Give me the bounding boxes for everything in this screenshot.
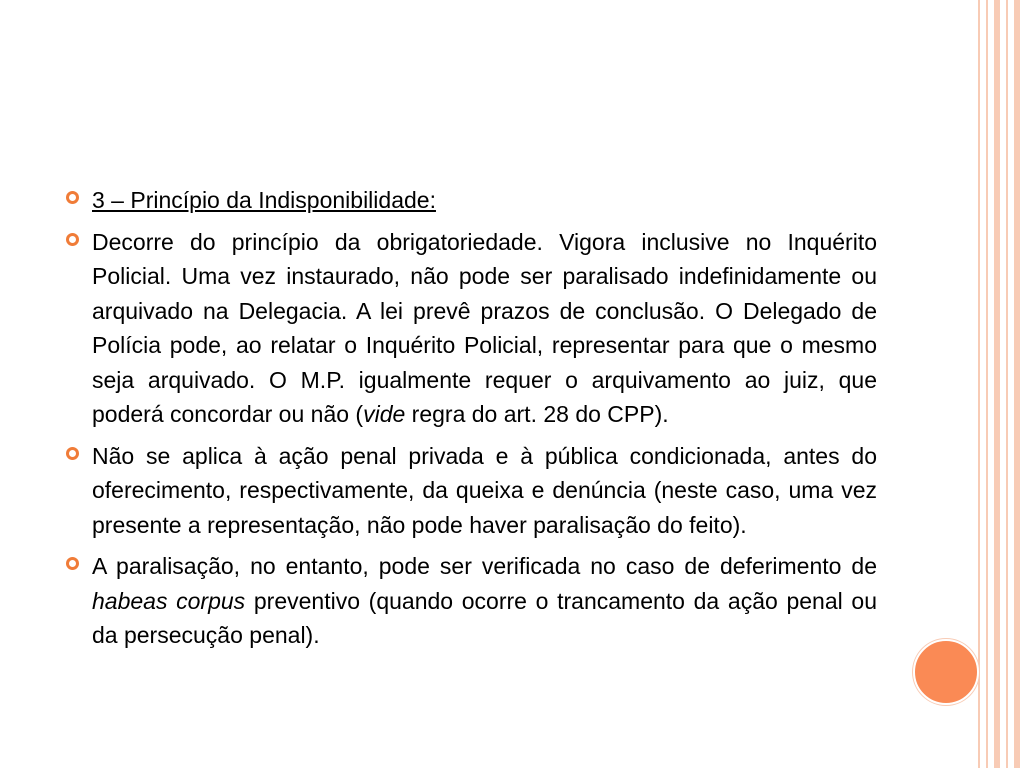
bullet-item-heading (64, 183, 877, 218)
bullet-ring-icon (66, 191, 79, 204)
bullet-item-paralysis (64, 549, 877, 653)
bullet-text-part: A paralisação, no entanto, pode ser verificada no caso de deferimento de (92, 553, 877, 579)
bullet-text (92, 225, 877, 432)
bullet-text: Não se aplica à ação penal privada e à pública condicionada, antes do oferecimento, respectivamente, da queixa e denúncia (neste caso, uma vez presente a representação, não pode haver paralisação do feito). (92, 442, 877, 538)
bullet-item-exception (64, 439, 877, 543)
bullet-ring-icon (66, 557, 79, 570)
bullet-text-part: Decorre do princípio da obrigatoriedade. Vigora inclusive no Inquérito Policial. Uma vez instaurado, não pode ser paralisado indefinidamente ou arquivado na Delegacia. A lei prevê prazos de conclusão. O Delegado de Polícia pode, ao relatar o Inquérito Policial, representar para que o mesmo seja arquivado. O M.P. igualmente requer o arquivamento ao juiz, que poderá concordar ou não ( (92, 228, 877, 427)
emphasis-text: habeas corpus (92, 587, 246, 614)
bullet-item-description (64, 225, 877, 432)
emphasis-text: vide (363, 401, 406, 427)
border-stripe (994, 0, 1000, 768)
right-border-decoration (974, 0, 1024, 768)
bullet-text-part: regra do art. 28 do CPP). (405, 401, 669, 427)
slide-body (64, 183, 877, 660)
border-stripe (978, 0, 980, 768)
bullet-ring-icon (66, 233, 79, 246)
bullet-ring-icon (66, 447, 79, 460)
decorative-circle (913, 639, 979, 705)
border-stripe (986, 0, 988, 768)
border-stripe (1014, 0, 1020, 768)
bullet-text-part: preventivo (quando ocorre o trancamento da ação penal ou da persecução penal). (92, 587, 878, 648)
border-stripe (1006, 0, 1008, 768)
bullet-text (92, 549, 877, 653)
bullet-text: 3 – Princípio da Indisponibilidade: (92, 187, 436, 213)
